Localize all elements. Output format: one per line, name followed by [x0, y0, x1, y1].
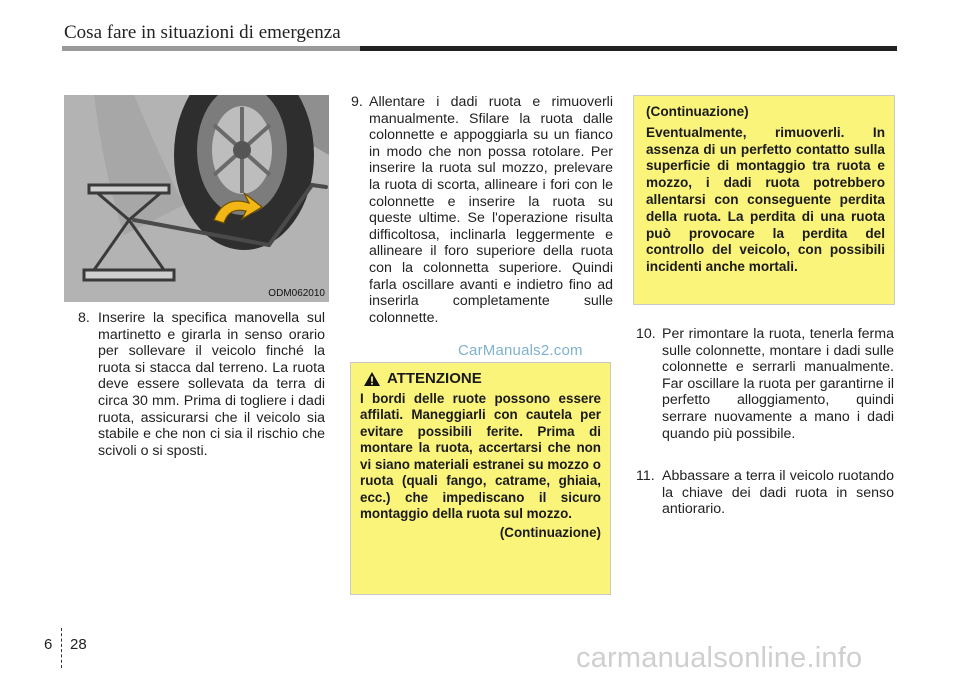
watermark-carmanualsonline: carmanualsonline.info	[576, 642, 863, 674]
step-number: 9.	[351, 94, 363, 110]
step-number: 11.	[636, 468, 655, 484]
footer-page-number: 28	[70, 636, 87, 653]
step-number: 8.	[78, 310, 90, 326]
caution-continued-text: Eventualmente, rimuoverli. In assenza di un perfetto contatto sulla superficie di montaggio tra ruota e mozzo, i dadi ruota potrebbero allentarsi con conseguente perdita della ruota. La perdita di una ruota può provocare la perdita del controllo del veicolo, con possibili incidenti anche mortali.	[646, 124, 885, 275]
warning-box	[350, 362, 611, 595]
warning-triangle-icon	[363, 371, 381, 387]
watermark-carmanuals2: CarManuals2.com	[458, 342, 583, 359]
figure-code: ODM062010	[268, 288, 325, 299]
footer-separator	[61, 628, 62, 668]
step-11	[636, 468, 894, 518]
step-number: 10.	[636, 326, 656, 342]
footer-section-number: 6	[44, 636, 53, 653]
caution-continued-heading: (Continuazione)	[646, 104, 749, 119]
step-9	[351, 94, 613, 326]
step-10	[636, 326, 894, 442]
header-rule-accent	[62, 46, 360, 51]
jack-drawing	[64, 95, 329, 302]
step-text: Allentare i dadi ruota e rimuoverli manualmente. Sfilare la ruota dalle colonnette e appoggiarla su un fianco in modo che non possa rotolare. Per inserire la ruota sul mozzo, prelevare la ruota di scorta, allineare i fori con le colonnette e inserire la ruota su queste ultime. Se l'operazione risulta difficoltosa, inclinarla leggermente e allineare il foro superiore della ruota con la colonnetta superiore. Quindi farla oscillare avanti e indietro fino ad inserirla completamente sulle colonnette.	[369, 94, 613, 326]
warning-header	[360, 371, 601, 388]
step-text: Abbassare a terra il veicolo ruotando la chiave dei dadi ruota in senso antiorario.	[662, 468, 894, 518]
step-text: Inserire la specifica manovella sul martinetto e girarla in senso orario per sollevare il veicolo finché la ruota si stacca dal terreno. La ruota deve essere sollevata da terra di circa 30 mm. Prima di togliere i dadi ruota, assicurarsi che il veicolo sia stabile e che non ci sia il rischio che scivoli o si sposti.	[98, 310, 325, 459]
caution-continued-box	[633, 95, 895, 305]
jack-illustration	[64, 95, 329, 302]
section-header-title: Cosa fare in situazioni di emergenza	[64, 22, 341, 43]
step-text: Per rimontare la ruota, tenerla ferma sulle colonnette, montare i dadi sulle colonnette e serrarli manualmente. Far oscillare la ruota per garantirne il perfetto alloggiamento, quindi serrare nuovamente a mano i dadi quando più possibile.	[662, 326, 894, 442]
step-8	[78, 310, 325, 459]
warning-continuation: (Continuazione)	[499, 524, 601, 540]
warning-title: ATTENZIONE	[387, 370, 482, 387]
warning-text: I bordi delle ruote possono essere affilati. Maneggiarli con cautela per evitare possibili ferite. Prima di montare la ruota, accertarsi che non vi siano materiali estranei su mozzo o ruota (quali fango, catrame, ghiaia, ecc.) che impediscano il sicuro montaggio della ruota sul mozzo.	[360, 390, 601, 521]
